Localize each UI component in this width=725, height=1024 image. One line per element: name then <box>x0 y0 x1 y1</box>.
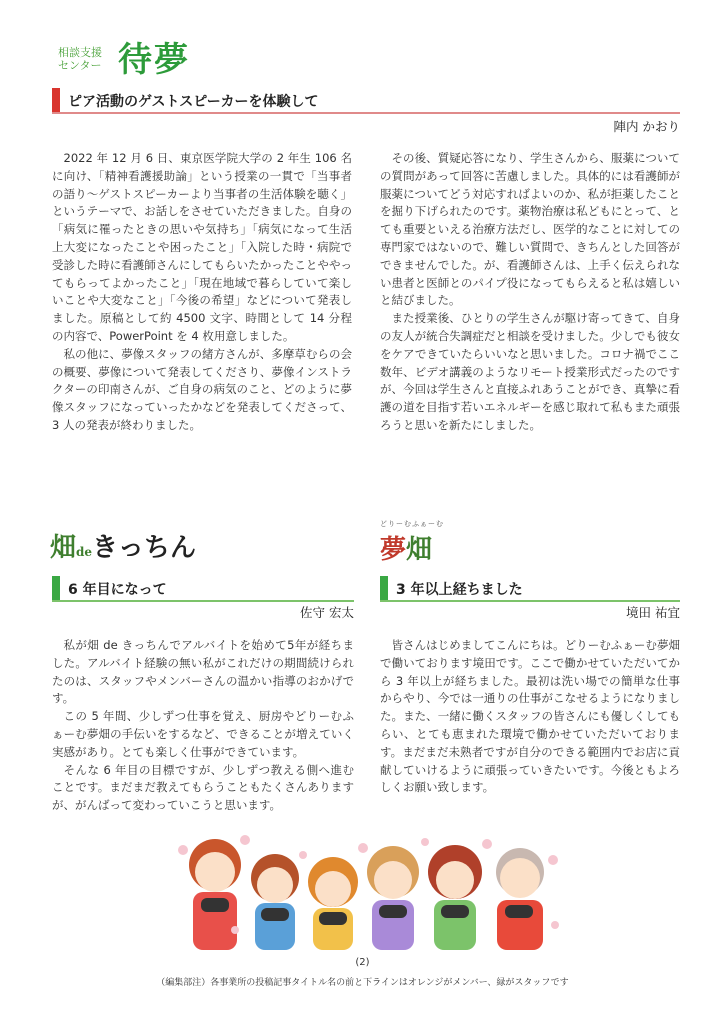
section-right-author: 境田 祐宜 <box>626 605 680 620</box>
logo-yume: 夢 <box>380 535 407 565</box>
article-title-bar <box>52 88 680 114</box>
paragraph: 皆さんはじめましてこんにちは。どりーむふぁーむ夢畑で働いております境田です。ここで働かせていただいてから 3 年以上が経ちました。最初は洗い場での簡単な仕事からやり、今では一通りの仕事がこなせるようになりました。また、一緒に働くスタッフの皆さんにも優しくしてもらい、とても恵まれた環境で働かせていただいております。まだまだ未熟者ですが自分のできる範囲内でお店に貢献していけるように頑張っていきたいです。今後ともよろしくお願い致します。 <box>380 638 680 795</box>
paragraph: その後、質疑応答になり、学生さんから、服薬についての質問があって回答に苦慮しました。具体的には看護師が服薬についてどう対応すればよいのか、私が拒薬したことを掘り下げられたのです。薬物治療は私どもにとって、とても重要といえる治療方法だし、医学的なことに対しての専門家ではないので、難しい質問で、きちんとした回答ができませんでした。が、看護師さんは、上手く伝えられない患者と医師とのパイプ役になってもらえると私は嬉しいと結びました。 <box>380 151 680 308</box>
paragraph: そんな 6 年目の目標ですが、少しずつ教える側へ進むことです。まだまだ教えてもらうこともたくさんありますが、がんばって変わっていこうと思います。 <box>52 762 354 813</box>
section-right-title-bar <box>380 576 680 602</box>
paragraph: この 5 年間、少しずつ仕事を覚え、厨房やどりーむふぁーむ夢畑の手伝いをするなど、できることが増えていく実感があり。とても楽しく仕事ができています。 <box>52 709 354 759</box>
hatake-de-kicchin-logo <box>50 527 196 564</box>
page-number: (2) <box>355 957 370 968</box>
article-author: 陣内 かおり <box>613 119 680 134</box>
person-3 <box>308 857 358 950</box>
logo-ruby: どりーむふぁーむ <box>380 520 444 528</box>
paragraph: 2022 年 12 月 6 日、東京医学院大学の 2 年生 106 名に向け、「精神看護援助論」という授業の一貫で「当事者の語り〜ゲストスピーカーより当事者の生活体験を聴く」というテーマで、お話しをさせていただきました。自身の「病気に罹ったときの思いや気持ち」「病気になって生活上大変になったことや困ったこと」「入院した時・病院で受診した時に看護師さんにしてもらいたかったことややってもらってよかったこと」「現在地域で暮らしていて楽しいことや大変なこと」「今後の希望」などについて発表しました。原稿として約 4500 文字、時間として 14 分程の内容で、PowerPoint を 4 枚用意しました。 <box>52 151 352 343</box>
logo-line-1: 相談支援 <box>58 46 102 59</box>
section-left-body <box>52 637 354 815</box>
section-right-title: 3 年以上経ちました <box>396 582 523 598</box>
section-left-title-bar <box>52 576 354 602</box>
article-left-column <box>52 150 352 435</box>
logo-hatake: 畑 <box>406 535 433 565</box>
paragraph: 私の他に、夢像スタッフの緒方さんが、多摩草むらの会の概要、夢像について発表してくださり、夢像インストラクターの印南さんが、ご自身の病気のこと、どのように夢像スタッフになっていったかなどを発表してくださって、3 人の発表が終わりました。 <box>52 346 352 432</box>
logo-hatake: 畑 <box>50 533 77 563</box>
center-logo-subtitle <box>58 46 102 72</box>
editor-note: （編集部注）各事業所の投稿記事タイトル名の前と下ラインはオレンジがメンバー、緑がスタッフです <box>156 978 569 988</box>
person-4 <box>367 846 419 950</box>
article-title: ピア活動のゲストスピーカーを体験して <box>68 94 319 110</box>
section-left-title: 6 年目になって <box>68 582 167 598</box>
title-marker <box>52 88 60 112</box>
logo-line-2: センター <box>58 59 102 72</box>
title-marker <box>52 576 60 600</box>
title-marker <box>380 576 388 600</box>
logo-kicchin: きっちん <box>92 533 197 563</box>
person-2 <box>251 854 299 950</box>
article-right-column <box>380 150 680 435</box>
person-5 <box>428 845 482 950</box>
logo-de: de <box>76 545 93 559</box>
paragraph: 私が畑 de きっちんでアルバイトを始めて5年が経ちました。アルバイト経験の無い私がこれだけの期間続けられたのは、スタッフやメンバーさんの温かい指導のおかげです。 <box>52 638 354 706</box>
section-left-author: 佐守 宏太 <box>300 605 354 620</box>
center-logo-title: 待夢 <box>118 40 190 80</box>
dream-farm-logo <box>380 519 444 566</box>
illustration-svg <box>175 820 565 950</box>
people-eating-rolls-illustration <box>175 820 565 950</box>
person-6 <box>496 848 544 950</box>
paragraph: また授業後、ひとりの学生さんが駆け寄ってきて、自身の友人が統合失調症だと相談を受けました。少しでも彼女をケアできていたらいいなと思いました。コロナ禍でここ数年、ビデオ講義のようなリモート授業形式だったのですが、今回は学生さんと直接ふれあうことができ、真摯に看護の道を目指す若いエネルギーを感じ取れて私もまた頑張ろうと思いを新たにしました。 <box>380 311 680 432</box>
section-right-body <box>380 637 680 797</box>
